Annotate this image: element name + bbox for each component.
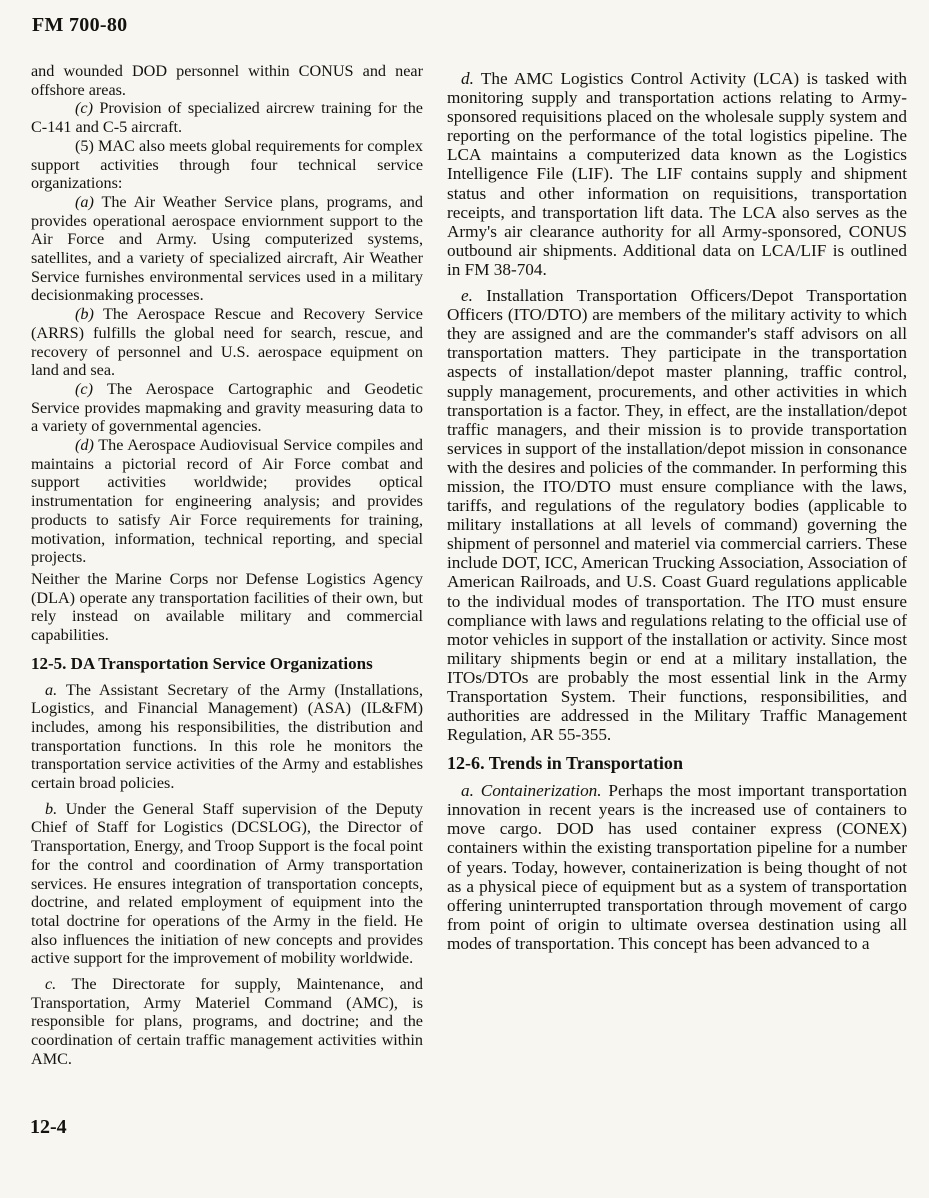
paragraph-designator: (d) [75,436,94,455]
paragraph [31,681,423,793]
paragraph-text: MAC also meets global requirements for complex support activities through four technical service organizations: [31,136,424,193]
section-heading: 12-5. DA Transportation Service Organizations [31,653,373,673]
paragraph-text: The Directorate for supply, Maintenance, and Transportation, Army Materiel Command (AMC), is responsible for plans, programs, and doctrine; and the coordination of certain traffic management activities within AMC. [31,975,423,1068]
paragraph: Neither the Marine Corps nor Defense Logistics Agency (DLA) operate any transportation facilities of their own, but rely instead on available military and commercial capabilities. [31,569,423,645]
page-header-manual-number: FM 700-80 [32,14,128,36]
paragraph [31,137,423,193]
paragraph [31,193,423,305]
paragraph [31,436,423,567]
paragraph [31,305,423,380]
paragraph-text: The AMC Logistics Control Activity (LCA) is tasked with monitoring supply and transportation actions relating to Army-sponsored requisitions placed on the wholesale supply system and reporting on the performance of the total logistics pipeline. The LCA maintains a computerized data known as the Logistics Intelligence File (LIF). The LIF contains supply and shipment status and other information on requisitions, transportation receipts, and transportation lift data. The LCA also serves as the Army's air clearance authority for all Army-sponsored, CONUS outbound air shipments. Additional data on LCA/LIF is outlined in FM 38-704. [447,69,907,279]
paragraph-text: Perhaps the most important transportation innovation in recent years is the increased use of containers to move cargo. DOD has used container express (CONEX) containers within the existing transportation pipeline for a number of years. Today, however, containerization is being thought of not as a physical piece of equipment but as a system of transportation offering uninterrupted transportation through movement of cargo from point of origin to ultimate oversea destination using all modes of transportation. This concept has been advanced to a [447,781,907,953]
paragraph-designator: a. [45,680,58,699]
paragraph-designator: (5) [75,136,94,155]
paragraph-designator: (b) [75,305,94,324]
paragraph-text: Provision of specialized aircrew training for the C-141 and C-5 aircraft. [31,99,423,137]
paragraph-designator: (c) [75,99,93,118]
page-number: 12-4 [30,1116,67,1138]
paragraph [31,99,423,136]
paragraph: and wounded DOD personnel within CONUS and near offshore areas. [31,62,423,99]
paragraph [447,69,907,279]
right-column [447,62,907,953]
paragraph-designator: e. [461,286,473,306]
paragraph [31,800,423,968]
paragraph-designator: c. [45,975,57,994]
paragraph [447,781,907,953]
paragraph-text: Under the General Staff supervision of the Deputy Chief of Staff for Logistics (DCSLOG), the Director of Transportation, Energy, and Troop Support is the focal point for the control and coordination of Army transportation services. He ensures integration of transportation concepts, doctrine, and related employment of equipment into the total doctrine for operations of the Army in the field. He also influences the initiation of new concepts and provides active support for the improvement of mobility worldwide. [31,799,424,968]
paragraph-text: Installation Transportation Officers/Depot Transportation Officers (ITO/DTO) are members of the military activity to which they are assigned and are the commander's staff advisors on all transportation matters. They participate in the transportation aspects of installation/depot master planning, traffic control, supply management, procurements, and other activities in which transportation is a factor. They, in effect, are the installation/depot traffic managers, and their mission is to provide transportation services in support of the installation/depot mission in consonance with the desires and policies of the commander. In performing this mission, the ITO/DTO must ensure compliance with the laws, tariffs, and regulations of the regulatory bodies (applicable to military installations at all levels of command) governing the shipment of personnel and materiel via commercial carriers. These include DOT, ICC, American Trucking Association, Association of American Railroads, and U.S. Coast Guard regulations applicable to the individual modes of transportation. The ITO must ensure compliance with laws and regulations relating to the official use of motor vehicles in support of the installation or activity. Since most military shipments begin or end at a military installation, the ITOs/DTOs are probably the most essential link in the Army Transportation System. Their functions, responsibilities, and authorities are addressed in the Military Traffic Management Regulation, AR 55-355. [447,286,907,745]
left-column [31,62,423,1069]
paragraph-text: The Air Weather Service plans, programs, and provides operational aerospace enviornment support to the Air Force and Army. Using computerized systems, satellites, and a variety of specialized aircraft, Air Weather Service furnishes environmental services used in a military decisionmaking processes. [31,192,423,305]
paragraph-text: The Aerospace Rescue and Recovery Service (ARRS) fulfills the global need for search, rescue, and recovery of personnel and U.S. aerospace equipment on land and sea. [31,305,423,380]
paragraph [31,975,423,1069]
paragraph-designator: (a) [75,192,94,211]
paragraph-designator: d. [461,69,474,88]
paragraph-text: The Aerospace Audiovisual Service compiles and maintains a pictorial record of Air Force combat and support activities worldwide; provides optical instrumentation for engineering analysis; and provides products to satisfy Air Force requirements for training, motivation, information, technical reporting, and special projects. [31,436,423,567]
section-heading: 12-6. Trends in Transportation [447,753,683,774]
paragraph-text: The Aerospace Cartographic and Geodetic Service provides mapmaking and gravity measuring data to a variety of governmental agencies. [31,379,423,436]
paragraph-designator: (c) [75,379,93,398]
paragraph [447,286,907,744]
paragraph-text: The Assistant Secretary of the Army (Installations, Logistics, and Financial Management) (ASA) (IL&FM) includes, among his responsibilities, the distribution and transportation functions. In this role he monitors the transportation service activities of the Army and establishes certain broad policies. [31,680,423,793]
paragraph [31,380,423,436]
paragraph-designator: a. Containerization. [461,781,602,801]
paragraph-designator: b. [45,799,58,818]
